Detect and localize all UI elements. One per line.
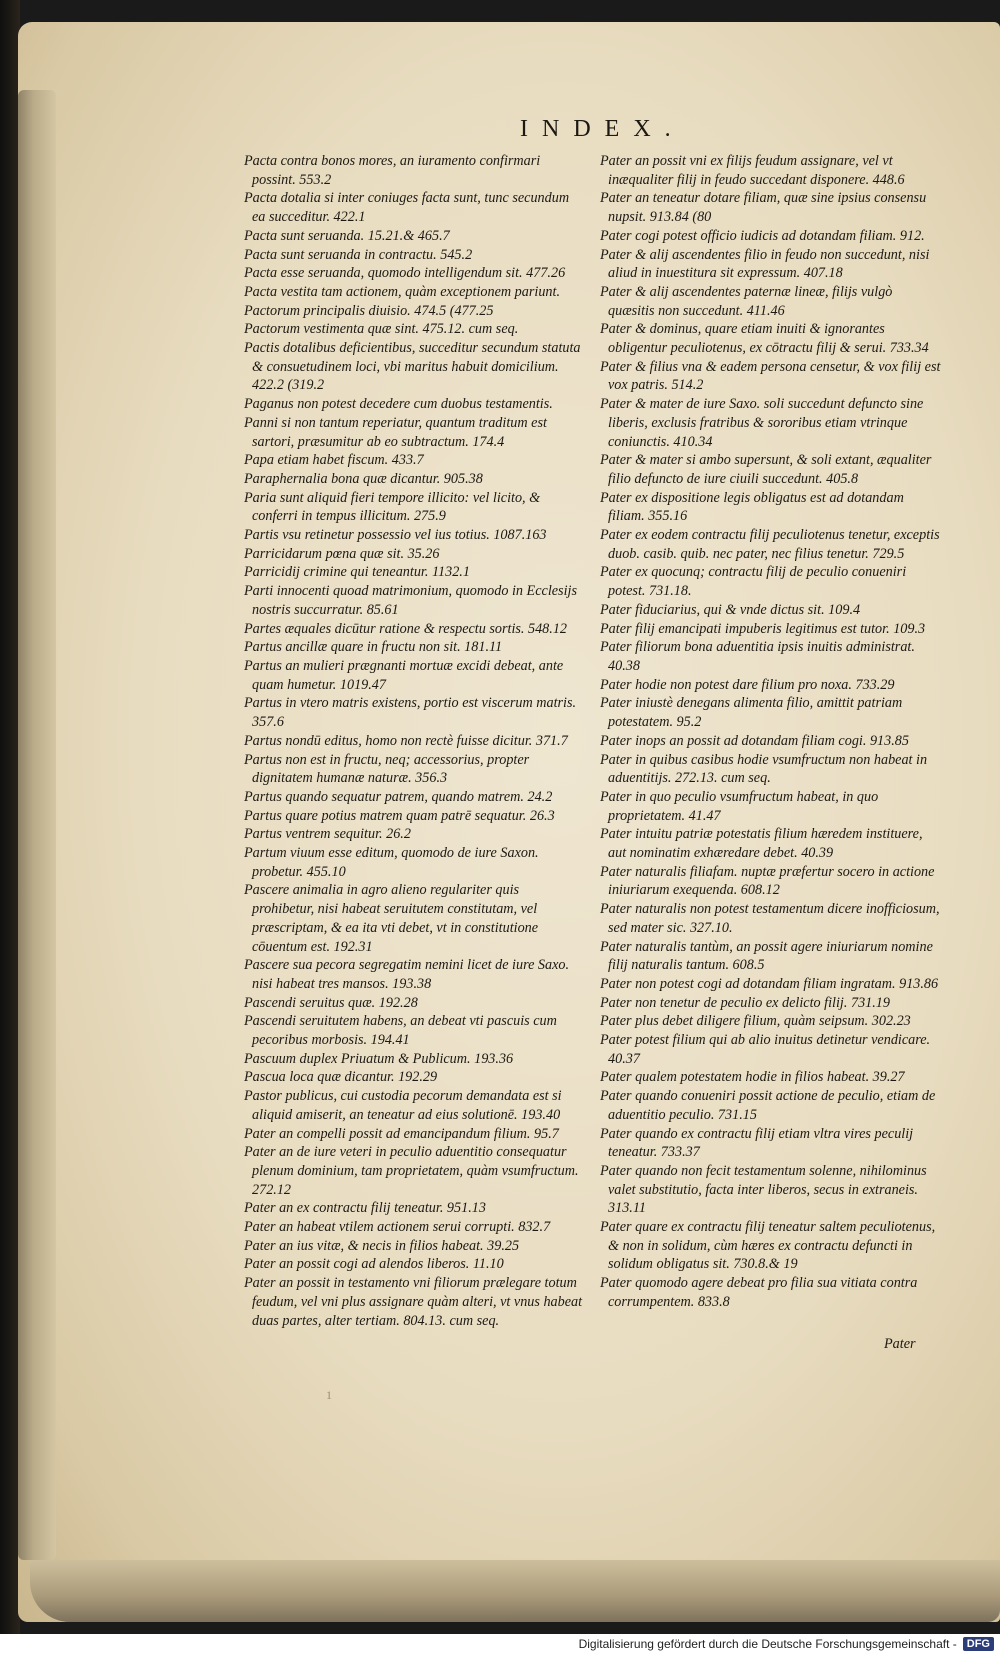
- index-entry: Pater ex quocunq; contractu filij de peculio conueniri potest. 731.18.: [600, 564, 907, 600]
- index-entry: Pater quando ex contractu filij etiam vltra vires peculij teneatur. 733.37: [600, 1125, 914, 1161]
- index-entry: Pater & dominus, quare etiam inuiti & ignorantes obligentur peculiotenus, ex cōtractu filij & serui. 733.34: [600, 321, 929, 357]
- footer-bar: [0, 1634, 1000, 1654]
- index-entry: Partum viuum esse editum, quomodo de iure Saxon. probetur. 455.10: [244, 845, 539, 880]
- index-entry: Partes æquales dicūtur ratione & respectu sortis. 548.12: [244, 620, 568, 637]
- index-entry: Pater & mater si ambo supersunt, & soli extant, æqualiter filio defuncto de iure ciuili succedunt. 405.8: [600, 452, 932, 487]
- index-entry: Pater filiorum bona aduentitia ipsis inuitis administrat. 40.38: [600, 639, 915, 674]
- index-entry: Pater an possit vni ex filijs feudum assignare, vel vt inæqualiter filij in feudo succedant disponere. 448.6: [600, 153, 905, 188]
- index-entry: Pater ex dispositione legis obligatus est ad dotandam filiam. 355.16: [600, 489, 904, 525]
- index-column-left: [244, 152, 584, 1330]
- index-entry: Pater an ius vitæ, & necis in filios habeat. 39.25: [244, 1237, 520, 1254]
- index-column-right: [600, 152, 942, 1312]
- index-entry: Pater quare ex contractu filij teneatur saltem peculiotenus, & non in solidum, cùm hæres ex contractu defuncti in solidum obligatus sit. 730.8.& 19: [600, 1219, 936, 1273]
- index-entry: Pater naturalis filiafam. nuptæ præfertur socero in actione iniuriarum exequenda. 608.12: [600, 863, 935, 899]
- dfg-logo: DFG: [963, 1637, 994, 1651]
- index-entry: Pater an compelli possit ad emancipandum filium. 95.7: [244, 1125, 559, 1142]
- index-entry: Pascere animalia in agro alieno regulariter quis prohibetur, nisi habeat seruitutem constitutam, vel præscriptam, & ea ita vti debet, vt in constitutione cōuentum est. 192.31: [244, 882, 539, 955]
- index-entry: Pater quomodo agere debeat pro filia sua vitiata contra corrumpentem. 833.8: [600, 1275, 918, 1310]
- index-entry: Pater naturalis non potest testamentum dicere inofficiosum, sed mater sic. 327.10.: [600, 901, 940, 936]
- index-entry: Pacta vestita tam actionem, quàm exceptionem pariunt.: [244, 283, 560, 300]
- index-entry: Pactis dotalibus deficientibus, succeditur secundum statuta & consuetudinem loci, vbi maritus habuit domicilium. 422.2 (319.2: [244, 340, 581, 394]
- index-entry: Pacta sunt seruanda in contractu. 545.2: [244, 246, 473, 263]
- index-entry: Parti innocenti quoad matrimonium, quomodo in Ecclesijs nostris succurratur. 85.61: [244, 583, 577, 618]
- index-entry: Parricidarum pœna quæ sit. 35.26: [244, 545, 440, 562]
- index-entry: Pacta esse seruanda, quomodo intelligendum sit. 477.26: [244, 265, 566, 282]
- index-entry: Pater iniustè denegans alimenta filio, amittit patriam potestatem. 95.2: [600, 695, 903, 731]
- catchword: Pater: [884, 1336, 916, 1352]
- index-entry: Pater & alij ascendentes filio in feudo non succedunt, nisi aliud in inuestitura sit expressum. 407.18: [600, 246, 930, 282]
- index-entry: Pater in quo peculio vsumfructum habeat, in quo proprietatem. 41.47: [600, 788, 879, 824]
- index-entry: Partis vsu retinetur possessio vel ius totius. 1087.163: [244, 527, 547, 544]
- index-entry: Pascendi seruitutem habens, an debeat vti pascuis cum pecoribus morbosis. 194.41: [244, 1013, 557, 1049]
- index-entry: Pascuum duplex Priuatum & Publicum. 193.36: [244, 1050, 514, 1067]
- index-entry: Pater intuitu patriæ potestatis filium hæredem instituere, aut nominatim exhæredare debet. 40.39: [600, 826, 923, 862]
- scanner-background: [0, 0, 20, 1654]
- index-entry: Pacta sunt seruanda. 15.21.& 465.7: [244, 227, 450, 244]
- book-bottom-edge: [30, 1560, 1000, 1622]
- index-entry: Partus ventrem sequitur. 26.2: [244, 826, 411, 843]
- index-entry: Pactorum vestimenta quæ sint. 475.12. cum seq.: [244, 321, 519, 338]
- index-entry: Pater an possit in testamento vni filiorum prælegare totum feudum, vel vni plus assignare quàm alteri, vt vnus habeat duas partes, alter tertiam. 804.13. cum seq.: [244, 1275, 583, 1329]
- index-entry: Pater ex eodem contractu filij peculiotenus tenetur, exceptis duob. casib. quib. nec pater, nec filius tenetur. 729.5: [600, 527, 940, 562]
- running-head: INDEX.: [520, 116, 685, 142]
- index-entry: Pater quando conueniri possit actione de peculio, etiam de aduentitio peculio. 731.15: [600, 1088, 936, 1123]
- index-entry: Pactorum principalis diuisio. 474.5 (477.25: [244, 302, 494, 319]
- index-entry: Pastor publicus, cui custodia pecorum demandata est si aliquid amiserit, an teneatur ad eius solutionē. 193.40: [244, 1088, 562, 1123]
- index-entry: Pater an ex contractu filij teneatur. 951.13: [244, 1200, 486, 1217]
- index-entry: Pacta dotalia si inter coniuges facta sunt, tunc secundum ea succeditur. 422.1: [244, 190, 570, 226]
- index-entry: Pascendi seruitus quæ. 192.28: [244, 994, 418, 1011]
- index-entry: Pater an de iure veteri in peculio aduentitio consequatur plenum dominium, tam proprietatem, quàm vsumfructum. 272.12: [244, 1144, 579, 1198]
- index-entry: Pater fiduciarius, qui & vnde dictus sit. 109.4: [600, 601, 861, 618]
- index-entry: Paganus non potest decedere cum duobus testamentis.: [244, 396, 553, 413]
- index-entry: Pacta contra bonos mores, an iuramento confirmari possint. 553.2: [244, 153, 541, 188]
- index-entry: Pater an habeat vtilem actionem serui corrupti. 832.7: [244, 1219, 551, 1236]
- index-entry: Pater non potest cogi ad dotandam filiam ingratam. 913.86: [600, 975, 939, 992]
- index-entry: Parricidij crimine qui teneantur. 1132.1: [244, 564, 470, 581]
- index-entry: Pater filij emancipati impuberis legitimus est tutor. 109.3: [600, 620, 926, 637]
- index-entry: Pater in quibus casibus hodie vsumfructum non habeat in aduentitijs. 272.13. cum seq.: [600, 751, 928, 787]
- ink-mark: 1: [326, 1388, 332, 1402]
- footer-credit: Digitalisierung gefördert durch die Deutsche Forschungsgemeinschaft -: [578, 1637, 957, 1651]
- index-entry: Pascua loca quæ dicantur. 192.29: [244, 1069, 438, 1086]
- index-entry: Pater potest filium qui ab alio inuitus detinetur vendicare. 40.37: [600, 1032, 931, 1067]
- index-entry: Pater cogi potest officio iudicis ad dotandam filiam. 912.: [600, 227, 925, 244]
- index-entry: Pater an teneatur dotare filiam, quæ sine ipsius consensu nupsit. 913.84 (80: [600, 190, 927, 226]
- index-entry: Pater non tenetur de peculio ex delicto filij. 731.19: [600, 994, 890, 1011]
- book-fore-edge: [18, 90, 56, 1560]
- index-entry: Pater an possit cogi ad alendos liberos. 11.10: [244, 1256, 504, 1273]
- index-entry: Pater & alij ascendentes paternæ lineæ, filijs vulgò quæsitis non succedunt. 411.46: [600, 283, 893, 319]
- index-entry: Pater qualem potestatem hodie in filios habeat. 39.27: [600, 1069, 905, 1086]
- index-entry: Paria sunt aliquid fieri tempore illicito: vel licito, & conferri in tempus illicitum. 275.9: [244, 489, 541, 525]
- index-entry: Pater hodie non potest dare filium pro noxa. 733.29: [600, 676, 895, 693]
- index-entry: Pater naturalis tantùm, an possit agere iniuriarum nomine filij naturalis tantum. 608.5: [600, 938, 933, 974]
- index-entry: Pascere sua pecora segregatim nemini licet de iure Saxo. nisi habeat tres mansos. 193.38: [244, 957, 570, 992]
- index-entry: Partus nondū editus, homo non rectè fuisse dicitur. 371.7: [244, 732, 568, 749]
- index-entry: Partus ancillæ quare in fructu non sit. 181.11: [244, 639, 503, 656]
- index-entry: Pater & mater de iure Saxo. soli succedunt defuncto sine liberis, exclusis fratribus & sororibus etiam vtrinque coniunctis. 410.34: [600, 396, 924, 450]
- index-entry: Pater & filius vna & eadem persona censetur, & vox filij est vox patris. 514.2: [600, 358, 941, 394]
- index-entry: Partus non est in fructu, neq; accessorius, propter dignitatem humanæ naturæ. 356.3: [244, 751, 530, 787]
- index-entry: Partus an mulieri prægnanti mortuæ excidi debeat, ante quam humetur. 1019.47: [244, 657, 564, 693]
- index-entry: Papa etiam habet fiscum. 433.7: [244, 452, 424, 469]
- index-entry: Panni si non tantum reperiatur, quantum traditum est sartori, præsumitur ab eo subtractum. 174.4: [244, 414, 547, 450]
- index-entry: Pater quando non fecit testamentum solenne, nihilominus valet substitutio, facta inter liberos, secus in extraneis. 313.11: [600, 1162, 927, 1217]
- index-entry: Paraphernalia bona quæ dicantur. 905.38: [244, 470, 483, 487]
- index-entry: Partus quare potius matrem quam patrē sequatur. 26.3: [244, 807, 555, 824]
- index-entry: Partus in vtero matris existens, portio est viscerum matris. 357.6: [244, 695, 577, 731]
- index-entry: Pater plus debet diligere filium, quàm seipsum. 302.23: [600, 1013, 911, 1030]
- index-entry: Pater inops an possit ad dotandam filiam cogi. 913.85: [600, 732, 909, 749]
- index-entry: Partus quando sequatur patrem, quando matrem. 24.2: [244, 788, 553, 805]
